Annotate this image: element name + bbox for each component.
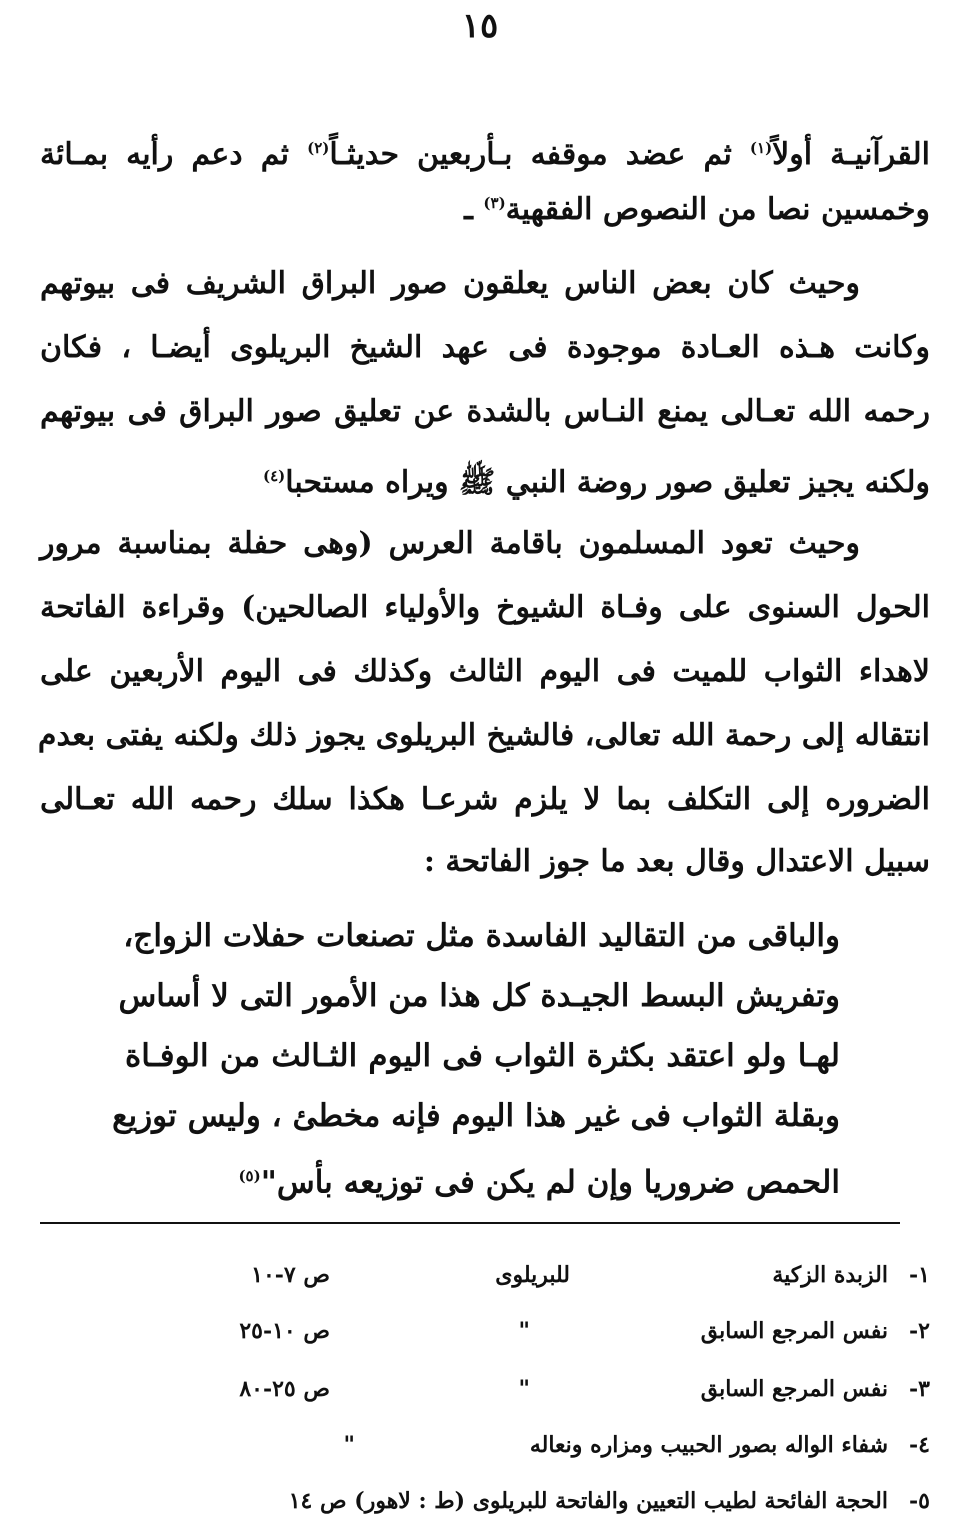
text-segment: لاهداء الثواب للميت فى اليوم الثالث وكذلك فى اليوم الأربعين على	[40, 654, 930, 689]
text-segment: لهـا ولو اعتقد بكثرة الثواب فى اليوم الثـالث من الوفـاة	[125, 1038, 840, 1074]
footnote-number: ٤-	[909, 1432, 930, 1458]
footnote-title: نفس المرجع السابق	[700, 1376, 888, 1402]
paragraph-3-line-6	[40, 842, 930, 882]
page-number: ١٥	[461, 6, 499, 46]
footnote-author: للبريلوى	[495, 1262, 570, 1288]
text-segment: ثم دعم رأيه بمـائة	[40, 137, 308, 172]
text-segment: وتفريش البسط الجيـدة كل هذا من الأمور التى لا أساس	[118, 978, 840, 1014]
quote-line-5	[125, 1156, 840, 1202]
text-segment: الضروره إلى التكلف بما لا يلزم شرعـا هكذا سلك رحمه الله تعـالى	[40, 782, 930, 817]
paragraph-3-line-4	[37, 716, 930, 756]
quote-line-2	[118, 976, 840, 1016]
paragraph-3-line-5	[40, 780, 930, 820]
paragraph-1-line-2	[40, 183, 930, 230]
paragraph-2-line-4	[40, 456, 930, 503]
footnote-page: ص ٧-١٠	[251, 1262, 330, 1288]
text-segment: وخمسين نصا من النصوص الفقهية	[505, 192, 930, 227]
text-segment: القرآنيـة أولاً	[772, 137, 930, 172]
footnote-ref-4: (٤)	[262, 467, 286, 485]
footnote-number: ٢-	[909, 1318, 930, 1344]
footnote-ditto: "	[343, 1432, 355, 1458]
text-segment: وحيث تعود المسلمون باقامة العرس (وهى حفلة بمناسبة مرور	[40, 526, 860, 561]
paragraph-3-line-2	[40, 588, 930, 628]
text-segment: وحيث كان بعض الناس يعلقون صور البراق الشريف فى بيوتهم	[40, 266, 860, 301]
text-segment: رحمه الله تعـالى يمنع النـاس بالشدة عن تعليق صور البراق فى بيوتهم	[40, 394, 930, 429]
footnote-number: ١-	[909, 1262, 930, 1288]
text-segment: وكانت هـذه العـادة موجودة فى عهد الشيخ البريلوى أيضـا ، فكان	[40, 330, 930, 365]
footnote-5	[130, 1488, 930, 1528]
footnote-title: الزبدة الزكية	[772, 1262, 888, 1288]
footnote-page: ص ١٠-٢٥	[239, 1318, 330, 1344]
paragraph-3-line-1	[40, 524, 930, 564]
text-segment: انتقاله إلى رحمة الله تعالى، فالشيخ البريلوى يجوز ذلك ولكنه يفتى بعدم	[37, 718, 930, 753]
text-segment: سبيل الاعتدال وقال بعد ما جوز الفاتحة :	[423, 844, 930, 879]
footnote-ref-1: (١)	[749, 139, 773, 157]
text-segment: ـ	[464, 192, 484, 227]
footnote-divider	[40, 1222, 900, 1224]
footnote-4	[130, 1432, 930, 1472]
paragraph-2-line-2	[40, 328, 930, 368]
quote-line-1	[125, 916, 840, 956]
footnote-2	[130, 1318, 930, 1358]
paragraph-3-line-3	[40, 652, 930, 692]
footnote-ref-5: (٥)	[238, 1167, 261, 1185]
text-segment: وبقلة الثواب فى غير هذا اليوم فإنه مخطئ ، وليس توزيع	[112, 1098, 840, 1134]
footnote-title: الحجة الفائحة لطيب التعيين والفاتحة للبريلوى (ط : لاهور) ص ١٤	[288, 1488, 888, 1514]
text-segment: والباقى من التقاليد الفاسدة مثل تصنعات حفلات الزواج،	[123, 918, 840, 954]
text-segment: ثم عضد موقفه بـأربعين حديثـاً	[329, 137, 750, 172]
paragraph-1-line-1	[40, 128, 930, 175]
footnote-title: نفس المرجع السابق	[700, 1318, 888, 1344]
footnote-page: ص ٢٥-٨٠	[239, 1376, 330, 1402]
footnote-number: ٣-	[909, 1376, 930, 1402]
text-segment: ولكنه يجيز تعليق صور روضة النبي ﷺ ويراه مستحبا	[285, 465, 930, 500]
paragraph-2-line-1	[40, 264, 930, 304]
text-segment: الحمص ضروريا وإن لم يكن فى توزيعه بأس"	[260, 1164, 840, 1201]
quote-line-4	[112, 1096, 840, 1136]
footnote-number: ٥-	[909, 1488, 930, 1514]
footnote-ditto: "	[518, 1318, 530, 1344]
text-segment: الحول السنوى على وفـاة الشيوخ والأولياء الصالحين) وقراءة الفاتحة	[40, 590, 930, 625]
quote-line-3	[125, 1036, 840, 1076]
footnote-ref-3: (٣)	[483, 194, 506, 212]
paragraph-2-line-3	[40, 392, 930, 432]
footnote-ref-2: (٢)	[307, 139, 330, 157]
footnote-3	[130, 1376, 930, 1416]
footnote-title: شفاء الواله بصور الحبيب ومزاره ونعاله	[529, 1432, 888, 1458]
footnote-1	[130, 1262, 930, 1302]
footnote-ditto: "	[518, 1376, 530, 1402]
